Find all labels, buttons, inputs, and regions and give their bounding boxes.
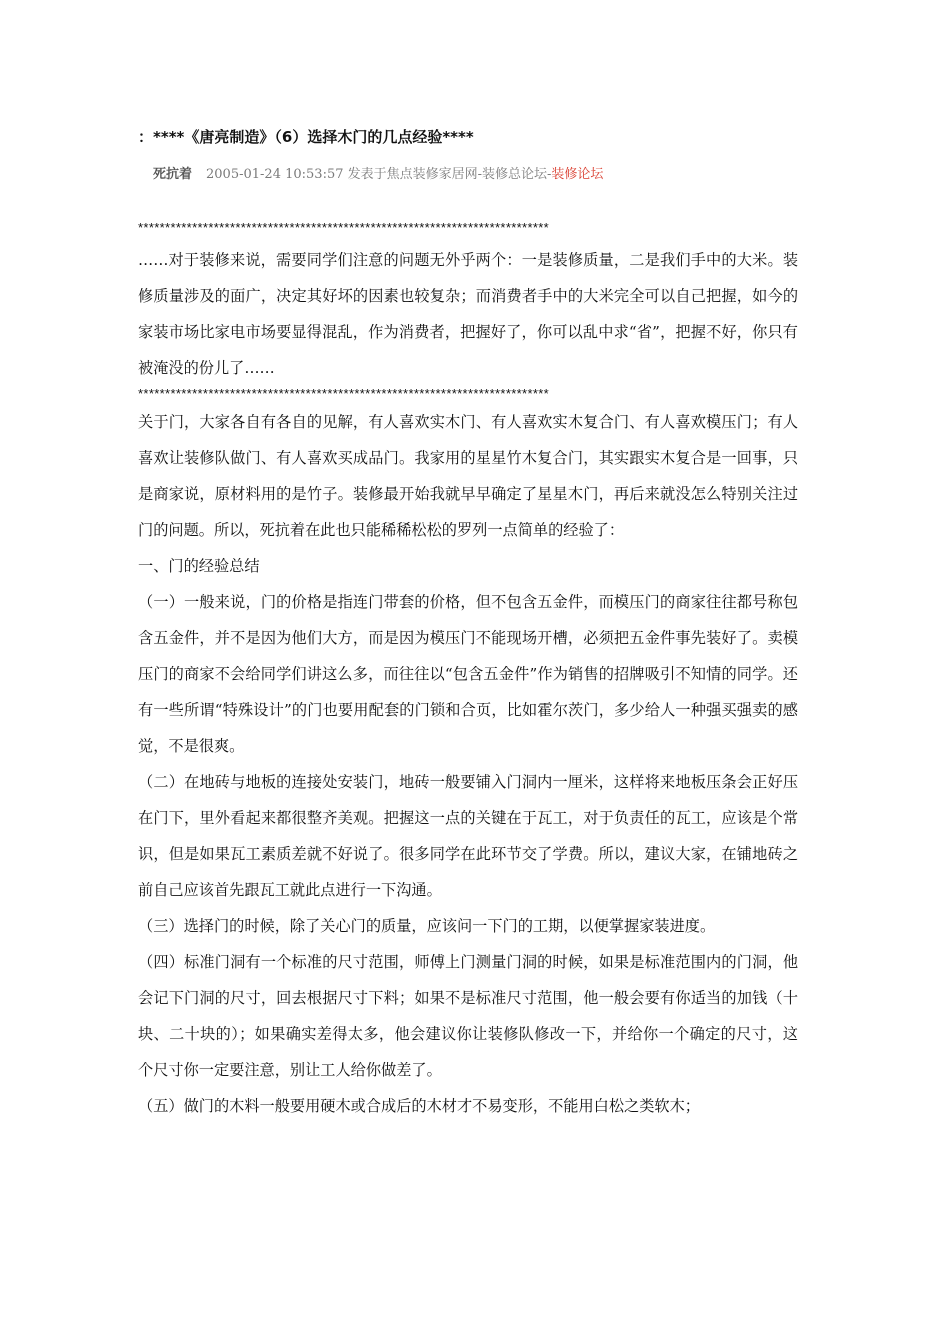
- divider-bottom: ****************************************************************************: [138, 386, 550, 401]
- post-date-source: 2005-01-24 10:53:57 发表于焦点装修家居网-装修总论坛-: [206, 167, 552, 182]
- article: [138, 126, 798, 1124]
- divider-top: ****************************************************************************: [138, 220, 550, 235]
- body-paragraph: （四）标准门洞有一个标准的尺寸范围，师傅上门测量门洞的时候，如果是标准范围内的门洞，他会记下门洞的尺寸，回去根据尺寸下料；如果不是标准尺寸范围，他一般会要有你适当的加钱（十块、二十块的）；如果确实差得太多，他会建议你让装修队修改一下，并给你一个确定的尺寸，这个尺寸你一定要注意，别让工人给你做差了。: [138, 953, 798, 1079]
- body-paragraph: （三）选择门的时候，除了关心门的质量，应该问一下门的工期，以便掌握家装进度。: [138, 917, 716, 935]
- intro-paragraph: ……对于装修来说，需要同学们注意的问题无外乎两个：一是装修质量，二是我们手中的大米。装修质量涉及的面广，决定其好坏的因素也较复杂；而消费者手中的大米完全可以自己把握，如今的家装市场比家电市场要显得混乱，作为消费者，把握好了，你可以乱中求“省”，把握不好，你只有被淹没的份儿了……: [138, 251, 798, 377]
- article-body: [138, 404, 798, 1124]
- body-paragraph: （二）在地砖与地板的连接处安装门，地砖一般要铺入门洞内一厘米，这样将来地板压条会正好压在门下，里外看起来都很整齐美观。把握这一点的关键在于瓦工，对于负责任的瓦工，应该是个常识，但是如果瓦工素质差就不好说了。很多同学在此环节交了学费。所以，建议大家，在铺地砖之前自己应该首先跟瓦工就此点进行一下沟通。: [138, 773, 798, 899]
- body-paragraph: （五）做门的木料一般要用硬木或合成后的木材才不易变形，不能用白松之类软木；: [138, 1097, 700, 1115]
- post-meta: [153, 166, 798, 184]
- body-paragraph: 关于门，大家各自有各自的见解，有人喜欢实木门、有人喜欢实木复合门、有人喜欢模压门；有人喜欢让装修队做门、有人喜欢买成品门。我家用的星星竹木复合门，其实跟实木复合是一回事，只是商家说，原材料用的是竹子。装修最开始我就早早确定了星星木门，再后来就没怎么特别关注过门的问题。所以，死抗着在此也只能稀稀松松的罗列一点简单的经验了：: [138, 413, 798, 539]
- article-title: ：****《唐亮制造》（6）选择木门的几点经验****: [138, 128, 474, 146]
- body-paragraph: （一）一般来说，门的价格是指连门带套的价格，但不包含五金件，而模压门的商家往往都号称包含五金件，并不是因为他们大方，而是因为模压门不能现场开槽，必须把五金件事先装好了。卖模压门的商家不会给同学们讲这么多，而往往以“包含五金件”作为销售的招牌吸引不知情的同学。还有一些所谓“特殊设计”的门也要用配套的门锁和合页，比如霍尔茨门，多少给人一种强买强卖的感觉，不是很爽。: [138, 593, 798, 755]
- section-heading: 一、门的经验总结: [138, 557, 260, 575]
- board-link[interactable]: 装修论坛: [551, 167, 604, 182]
- author-name[interactable]: 死抗着: [153, 167, 193, 182]
